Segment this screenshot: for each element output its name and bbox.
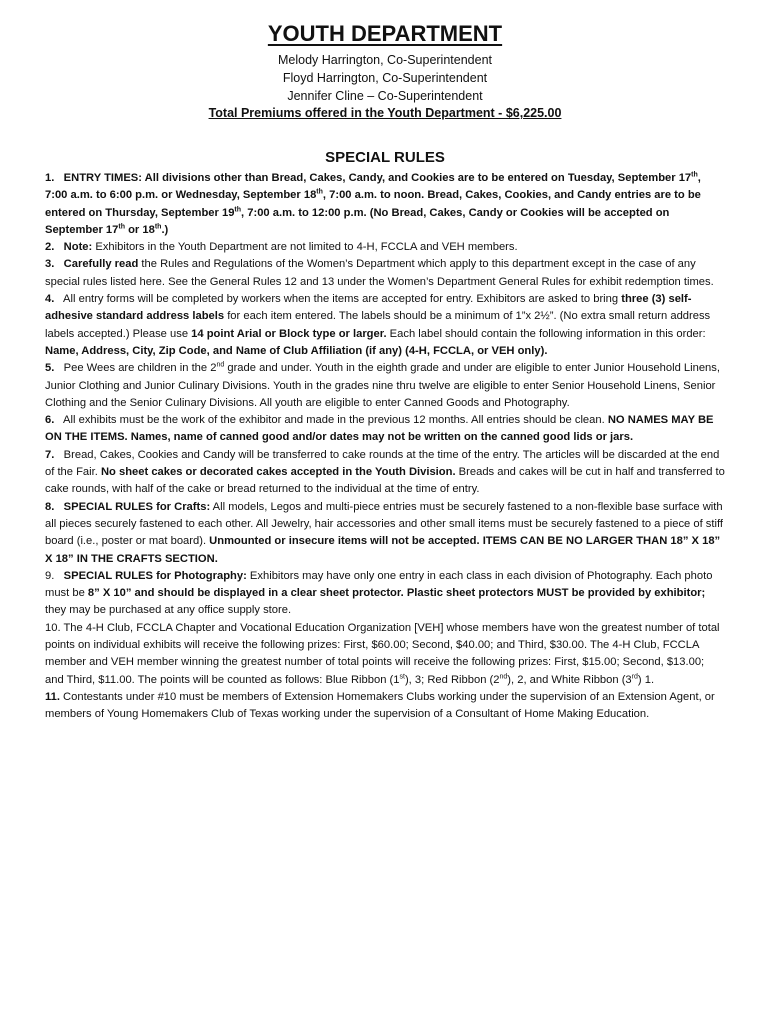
rule-10: 10. The 4-H Club, FCCLA Chapter and Vocational Education Organization [VEH] whose members have won the greatest number of total points on individual exhibits will receive the following prizes: First, $60.00; Second, $40.00; and Third, $30.00. The 4-H Club, FCCLA member and VEH member winning the greatest number of total points will receive the following prizes: First, $15.00; Second, $13.00; and Third, $11.00. The points will be counted as follows: Blue Ribbon (1st), 3; Red Ribbon (2nd), 2, and White Ribbon (3rd) 1. <box>45 621 720 686</box>
rule-1: 1. ENTRY TIMES: All divisions other than Bread, Cakes, Candy, and Cookies are to be entered on Tuesday, September 17th, 7:00 a.m. to 6:00 p.m. or Wednesday, September 18th, 7:00 a.m. to noon. Bread, Cakes, Cookies, and Candy entries are to be entered on Thursday, September 19th, 7:00 a.m. to 12:00 p.m. (No Bread, Cakes, Candy or Cookies will be accepted on September 17th or 18th.) <box>45 171 701 236</box>
rule-2: 2. Note: Exhibitors in the Youth Department are not limited to 4-H, FCCLA and VEH members. <box>45 241 518 254</box>
rule-8: 8. SPECIAL RULES for Crafts: All models, Legos and multi-piece entries must be securely fastened to a non-flexible base surface with all pieces securely fastened to each other. All Jewelry, hair accessories and other small items must be securely fastened to a piece of stiff board (i.e., poster or mat board). Unmounted or insecure items will not be accepted. ITEMS CAN BE NO LARGER THAN 18” X 18” X 18” IN THE CRAFTS SECTION. <box>45 500 724 565</box>
page-title: YOUTH DEPARTMENT <box>267 21 503 46</box>
superintendent-3: Jennifer Cline – Co-Superintendent <box>287 89 483 103</box>
superintendent-1: Melody Harrington, Co-Superintendent <box>277 53 492 67</box>
rule-4: 4. All entry forms will be completed by workers when the items are accepted for entry. Exhibitors are asked to bring three (3) self-adhesive standard address labels for each item entered. The labels should be a minimum of 1”x 2½”. (No extra small return address labels accepted.) Please use 14 point Arial or Block type or larger. Each label should contain the following information in this order: Name, Address, City, Zip Code, and Name of Club Affiliation (if any) (4-H, FCCLA, or VEH only). <box>45 293 711 357</box>
total-premiums: Total Premiums offered in the Youth Department - $6,225.00 <box>208 106 562 120</box>
superintendent-2: Floyd Harrington, Co-Superintendent <box>282 71 488 85</box>
rule-3: 3. Carefully read the Rules and Regulations of the Women’s Department which apply to this department except in the case of any special rules listed here. See the General Rules 12 and 13 under the Women’s Department General Rules for exhibit redemption times. <box>45 258 714 288</box>
rule-11: 11. Contestants under #10 must be members of Extension Homemakers Clubs working under the supervision of an Extension Agent, or members of Young Homemakers Club of Texas working under the supervision of a Consultant of Home Making Education. <box>45 690 715 721</box>
special-rules-body <box>45 170 725 724</box>
special-rules-heading: SPECIAL RULES <box>325 149 445 166</box>
rule-7: 7. Bread, Cakes, Cookies and Candy will be transferred to cake rounds at the time of the entry. The articles will be discarded at the end of the Fair. No sheet cakes or decorated cakes accepted in the Youth Division. Breads and cakes will be cut in half and transferred to cake rounds, with half of the cake or bread returned to the individual at the time of entry. <box>45 448 725 496</box>
rule-9: 9. SPECIAL RULES for Photography: Exhibitors may have only one entry in each class in each division of Photography. Each photo must be 8” X 10” and should be displayed in a clear sheet protector. Plastic sheet protectors MUST be provided by exhibitor; they may be purchased at any office supply store. <box>45 569 713 617</box>
rule-6: 6. All exhibits must be the work of the exhibitor and made in the previous 12 months. All entries should be clean. NO NAMES MAY BE ON THE ITEMS. Names, name of canned good and/or dates may not be written on the canned good lids or jars. <box>45 414 714 444</box>
rule-5: 5. Pee Wees are children in the 2nd grade and under. Youth in the eighth grade and under are eligible to enter Junior Household Linens, Junior Clothing and Junior Culinary Divisions. Youth in the grades nine thru twelve are eligible to enter Senior Household Linens, Senior Clothing and the Senior Culinary Divisions. All youth are eligible to enter Canned Goods and Photography. <box>45 361 720 409</box>
